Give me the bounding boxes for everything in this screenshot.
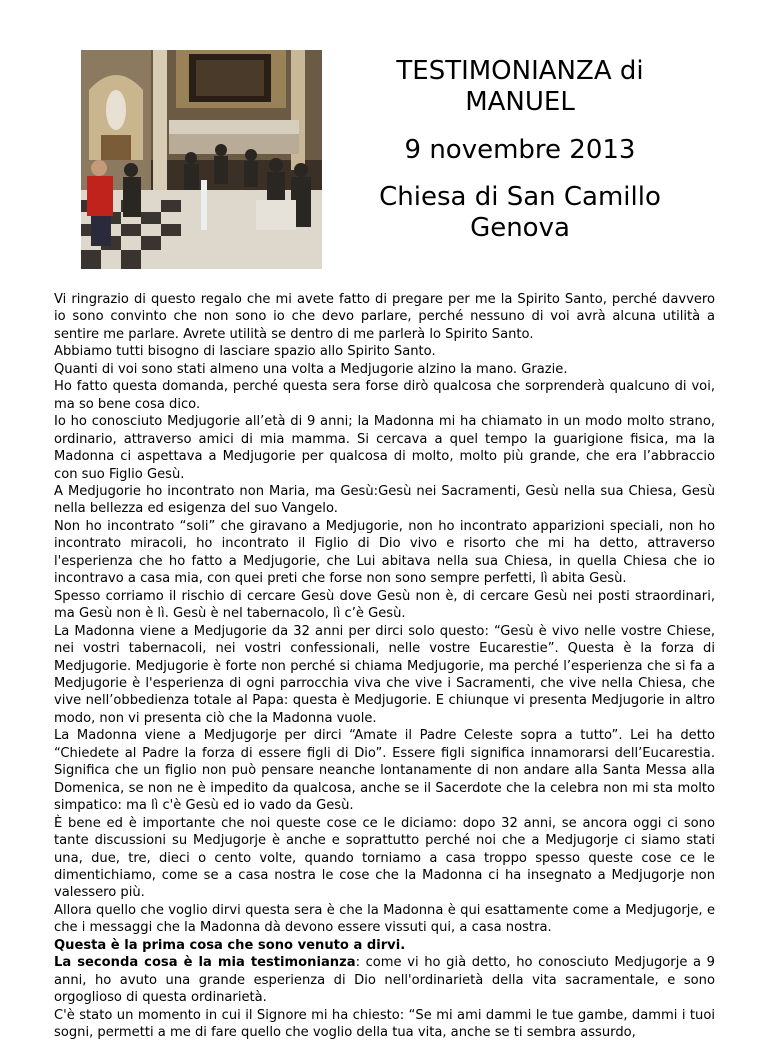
paragraph: Non ho incontrato “soli” che giravano a Medjugorie, non ho incontrato apparizioni speciali, non ho incontrato miracoli, ho incontrato il Figlio di Dio vivo e risorto che mi ha detto, attraverso l'esperienza che ho fatto a Medjugorie, che Lui abitava nella sua Chiesa, in quella Chiesa che io incontravo a casa mia, con quei preti che forse non sono sempre perfetti, lì abita Gesù. (54, 518, 715, 587)
header-block (340, 56, 700, 244)
church-line-1: Chiesa di San Camillo (379, 182, 661, 212)
event-date: 9 novembre 2013 (404, 135, 636, 165)
paragraph: Spesso corriamo il rischio di cercare Gesù dove Gesù non è, di cercare Gesù nei posti straordinari, ma Gesù non è lì. Gesù è nel tabernacolo, lì c’è Gesù. (54, 588, 715, 622)
church-interior-photo (81, 50, 322, 269)
bold-paragraph (54, 937, 715, 954)
title-line-2: MANUEL (465, 87, 575, 117)
bold-line: Questa è la prima cosa che sono venuto a dirvi. (54, 937, 406, 953)
paragraph: La Madonna viene a Medjugorje per dirci “Amate il Padre Celeste sopra a tutto”. Lei ha detto “Chiedete al Padre la forza di essere figli di Dio”. Essere figli significa innamorarsi dell’Eucarestia. Significa che un figlio non può pensare neanche lontanamente di non andare alla Santa Messa alla Domenica, se non ne è impedito da qualcosa, anche se il Sacerdote che la celebra non mi sta molto simpatico: ma lì c'è Gesù ed io vado da Gesù. (54, 728, 715, 814)
paragraph: Io ho conosciuto Medjugorie all’età di 9 anni; la Madonna mi ha chiamato in un modo molto strano, ordinario, attraverso amici di mia mamma. Si cercava a quel tempo la guarigione fisica, ma la Madonna ci aspettava a Medjugorie per qualcosa di molto, molto più grande, che era l’abbraccio con suo Figlio Gesù. (54, 414, 715, 482)
paragraph: Abbiamo tutti bisogno di lasciare spazio allo Spirito Santo. (54, 344, 436, 360)
paragraph: Allora quello che voglio dirvi questa sera è che la Madonna è qui esattamente come a Medjugorje, e che i messaggi che la Madonna dà devono essere vissuti qui, a casa nostra. (54, 902, 715, 936)
paragraph: A Medjugorie ho incontrato non Maria, ma Gesù:Gesù nei Sacramenti, Gesù nella sua Chiesa, Gesù nella bellezza ed esigenza del suo Vangelo. (54, 483, 715, 517)
paragraph: Vi ringrazio di questo regalo che mi avete fatto di pregare per me la Spirito Santo, perché davvero io sono convinto che non sono io che devo parlare, perché nessuno di voi avrà alcuna utilità a sentire me parlare. Avrete utilità se dentro di me parlerà lo Spirito Santo. (54, 292, 715, 342)
church-name (340, 182, 700, 244)
paragraph: È bene ed è importante che noi queste cose ce le diciamo: dopo 32 anni, se ancora oggi ci sono tante discussioni su Medjugorje è anche e soprattutto perché noi che a Medjugorje ci siamo stati una, due, tre, dieci o cento volte, quando torniamo a casa troppo spesso queste cose ce le dimentichiamo, come se a casa nostra le cose che la Madonna ci ha insegnato a Medjugorje non valessero più. (54, 815, 715, 901)
second-para-lead: La seconda cosa è la mia testimonianza (54, 955, 356, 971)
paragraph (54, 954, 715, 1006)
paragraph: C'è stato un momento in cui il Signore mi ha chiesto: “Se mi ami dammi le tue gambe, dammi i tuoi sogni, permetti a me di fare quello che voglio della tua vita, anche se ti sembra assurdo, (54, 1007, 715, 1041)
paragraph: La Madonna viene a Medjugorie da 32 anni per dirci solo questo: “Gesù è vivo nelle vostre Chiese, nei vostri tabernacoli, nei vostri confessionali, nelle vostre Eucarestie”. Questa è la forza di Medjugorie. Medjugorie è forte non perché si chiama Medjugorie, ma perché l’esperienza che si fa a Medjugorie è l'esperienza di ogni parrocchia viva che vive i Sacramenti, che vive nella Chiesa, che vive nell’obbedienza totale al Papa: questa è Medjugorie. E chiunque vi presenta Medjugorie in altro modo, non vi presenta ciò che la Madonna vuole. (54, 623, 715, 726)
paragraph: Quanti di voi sono stati almeno una volta a Medjugorie alzino la mano. Grazie. (54, 361, 568, 377)
second-para-rest: : come vi ho già detto, ho conosciuto Medjugorje a 9 anni, ho avuto una grande esperienza di Dio nell'ordinarietà della vita sacramentale, e sono orgoglioso di questa ordinarietà. (54, 955, 715, 1006)
testimony-body (54, 291, 715, 1041)
paragraph: Ho fatto questa domanda, perché questa sera forse dirò qualcosa che sorprenderà qualcuno di voi, ma so bene cosa dico. (54, 379, 715, 412)
title-line-1: TESTIMONIANZA di (396, 56, 644, 86)
church-line-2: Genova (470, 213, 570, 243)
